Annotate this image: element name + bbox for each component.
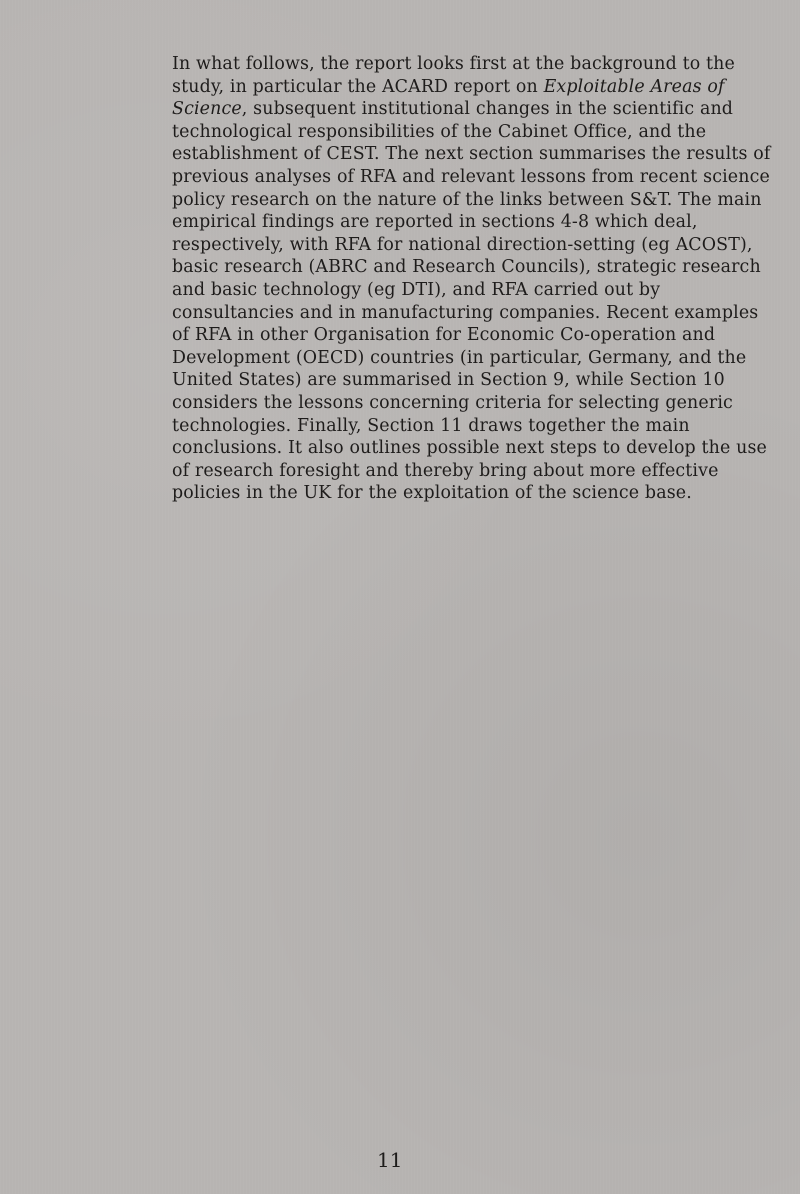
body-paragraph (172, 53, 772, 505)
paragraph-text-end: , subsequent institutional changes in the scientific and technological responsibilities of the Cabinet Office, and the establishment of CEST. The next section summarises the results of previous analyses of RFA and relevant lessons from recent science policy research on the nature of the links between S&T. The main empirical findings are reported in sections 4-8 which deal, respectively, with RFA for national direction-setting (eg ACOST), basic research (ABRC and Research Councils), strategic research and basic technology (eg DTI), and RFA carried out by consultancies and in manufacturing companies. Recent examples of RFA in other Organisation for Economic Co-operation and Development (OECD) countries (in particular, Germany, and the United States) are summarised in Section 9, while Section 10 considers the lessons concerning criteria for selecting generic technologies. Finally, Section 11 draws together the main conclusions. It also outlines possible next steps to develop the use of research foresight and thereby bring about more effective policies in the UK for the exploitation of the science base. (172, 99, 771, 504)
page-number: 11 (377, 1148, 403, 1172)
report-title-italic: Exploitable Areas of Science (172, 76, 725, 120)
paragraph-text-start: In what follows, the report looks first at the background to the study, in particular the ACARD report on (172, 54, 735, 97)
